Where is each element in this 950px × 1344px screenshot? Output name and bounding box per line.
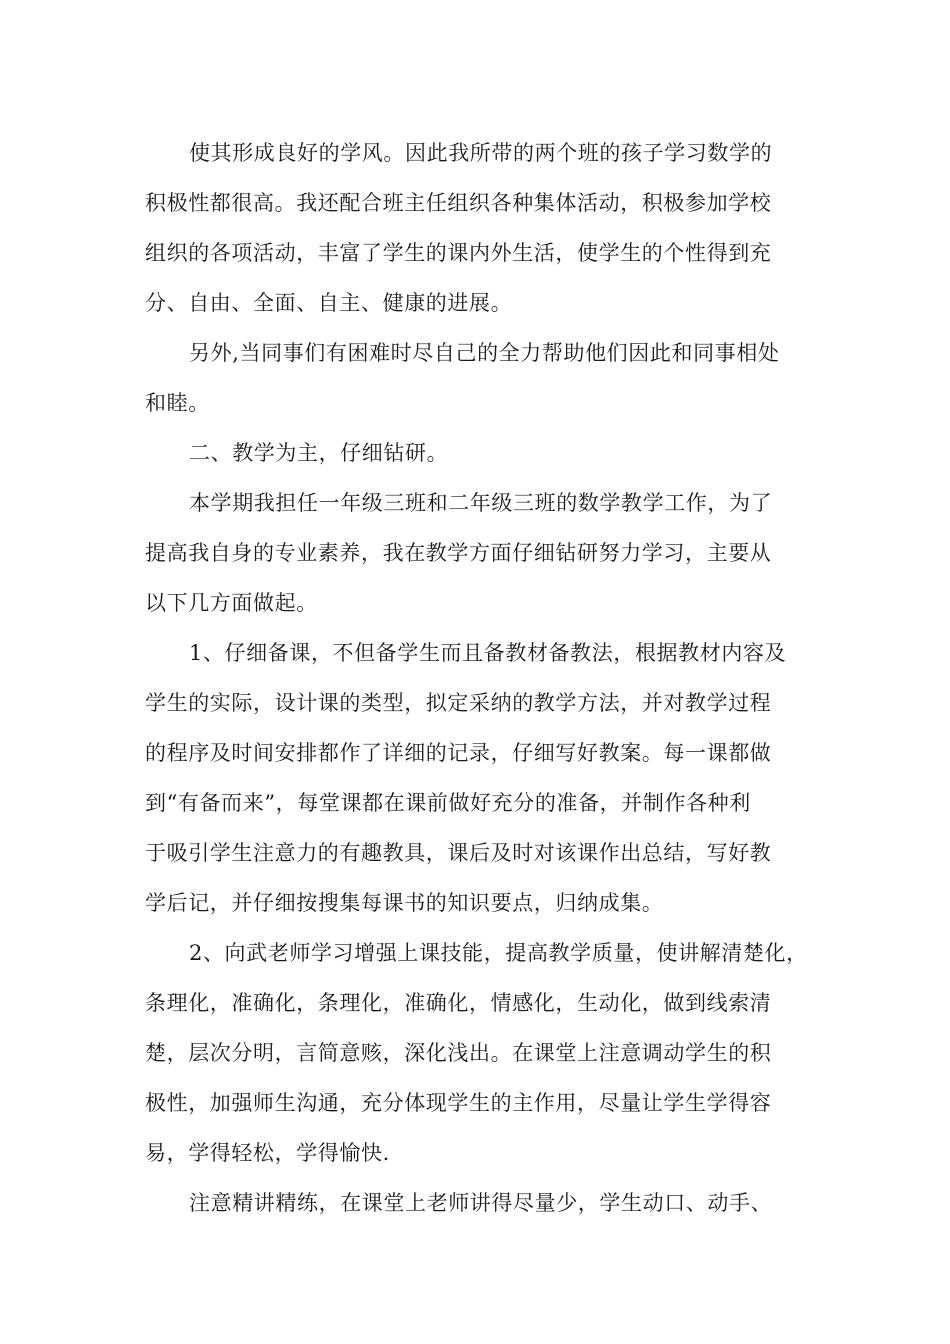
paragraph-line: 和睦。 — [145, 391, 210, 415]
document-body — [145, 128, 825, 1228]
paragraph-line: 易，学得轻松，学得愉快. — [145, 1141, 390, 1165]
paragraph-line: 到“有备而来”，每堂课都在课前做好充分的准备，并制作各种利 — [145, 791, 751, 815]
paragraph-line: 条理化，准确化，条理化，准确化，情感化，生动化，做到线索清 — [145, 991, 772, 1015]
paragraph-line: 1、仔细备课，不但备学生而且备教材备教法，根据教材内容及 — [189, 641, 787, 665]
paragraph-line: 的程序及时间安排都作了详细的记录，仔细写好教案。每一课都做 — [145, 741, 772, 765]
paragraph-line: 积极性都很高。我还配合班主任组织各种集体活动，积极参加学校 — [145, 191, 772, 215]
paragraph-line: 学生的实际，设计课的类型，拟定采纳的教学方法，并对教学过程 — [145, 691, 772, 715]
paragraph-line: 以下几方面做起。 — [145, 591, 318, 615]
paragraph-line: 极性，加强师生沟通，充分体现学生的主作用，尽量让学生学得容 — [145, 1091, 772, 1115]
paragraph-line: 于吸引学生注意力的有趣教具，课后及时对该课作出总结，写好教 — [145, 841, 772, 865]
paragraph-line: 另外,当同事们有困难时尽自己的全力帮助他们因此和同事相处 — [189, 341, 780, 365]
paragraph-line: 分、自由、全面、自主、健康的进展。 — [145, 291, 513, 315]
paragraph-line: 使其形成良好的学风。因此我所带的两个班的孩子学习数学的 — [189, 141, 773, 165]
paragraph-line: 本学期我担任一年级三班和二年级三班的数学教学工作，为了 — [189, 491, 773, 515]
paragraph-line: 注意精讲精练，在课堂上老师讲得尽量少，学生动口、动手、 — [189, 1191, 773, 1215]
paragraph-line: 楚，层次分明，言简意赅，深化浅出。在课堂上注意调动学生的积 — [145, 1041, 772, 1065]
paragraph-line: 学后记，并仔细按搜集每课书的知识要点，归纳成集。 — [145, 891, 664, 915]
paragraph-line: 2、向武老师学习增强上课技能，提高教学质量，使讲解清楚化， — [189, 941, 808, 965]
paragraph-line: 组织的各项活动，丰富了学生的课内外生活，使学生的个性得到充 — [145, 241, 772, 265]
paragraph-line: 提高我自身的专业素养，我在教学方面仔细钻研努力学习，主要从 — [145, 541, 772, 565]
section-heading: 二、教学为主，仔细钻研。 — [189, 441, 449, 465]
